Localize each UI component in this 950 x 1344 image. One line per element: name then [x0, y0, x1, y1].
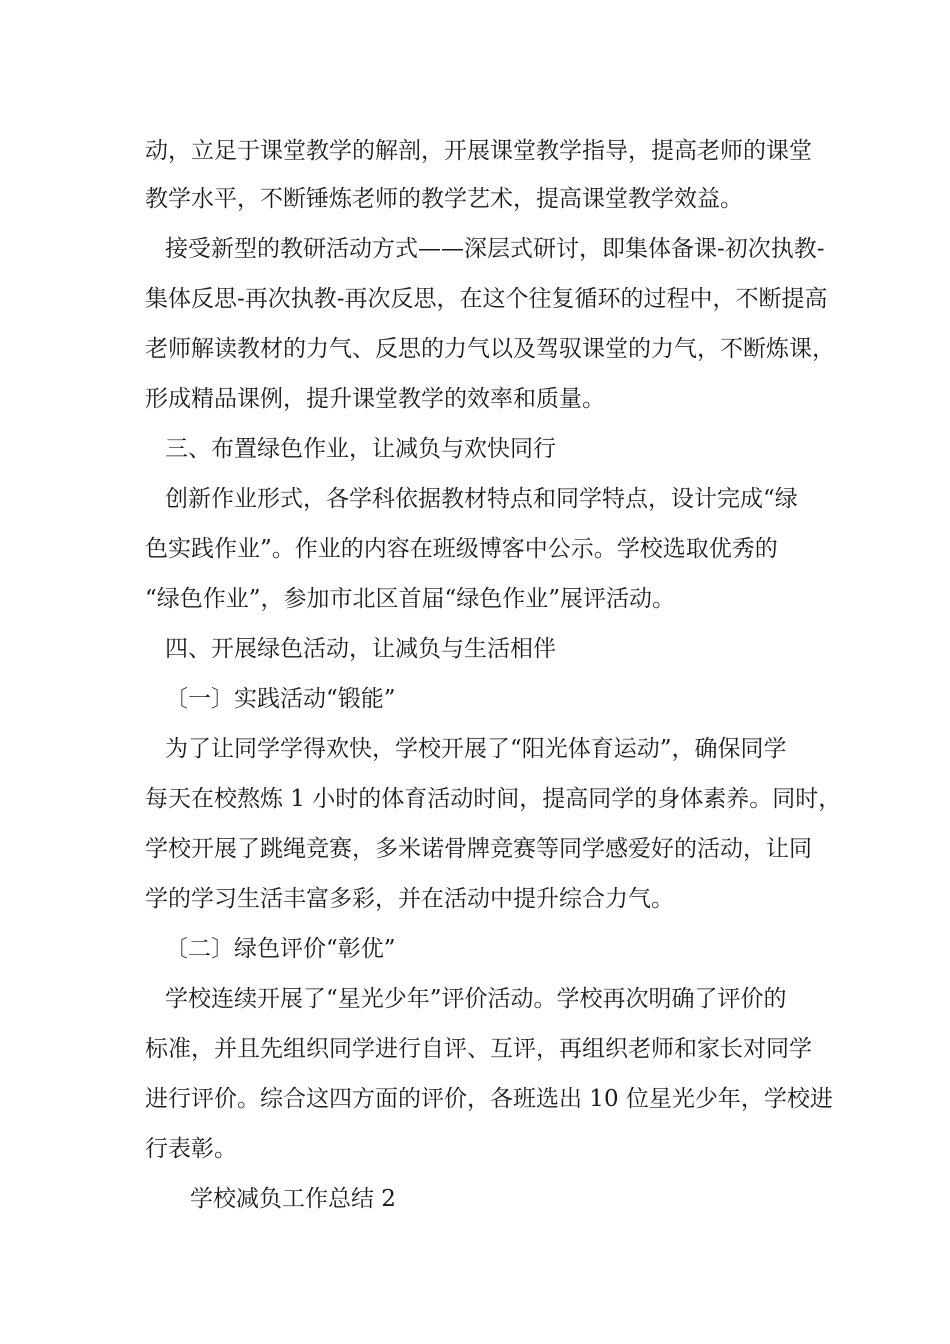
paragraph-line: 每天在校熬炼 1 小时的体育活动时间，提高同学的身体素养。同时，: [145, 786, 842, 812]
paragraph-line: 老师解读教材的力气、反思的力气以及驾驭课堂的力气，不断炼课，: [145, 336, 835, 362]
paragraph-line: 进行评价。综合这四方面的评价，各班选出 10 位星光少年，学校进: [145, 1086, 833, 1112]
subsection-heading: 〔一〕实践活动“锻能”: [165, 686, 396, 712]
paragraph-line: 行表彰。: [145, 1136, 237, 1162]
subsection-heading: 〔二〕绿色评价“彰优”: [165, 936, 396, 962]
paragraph-line: “绿色作业”，参加市北区首届“绿色作业”展评活动。: [145, 586, 676, 612]
paragraph-line: 教学水平，不断锤炼老师的教学艺术，提高课堂教学效益。: [145, 186, 743, 212]
section-heading: 四、开展绿色活动，让减负与生活相伴: [165, 636, 556, 662]
paragraph-line: 形成精品课例，提升课堂教学的效率和质量。: [145, 386, 605, 412]
paragraph-line: 接受新型的教研活动方式——深层式研讨，即集体备课-初次执教-: [165, 236, 825, 262]
document-title: 学校减负工作总结 2: [190, 1186, 396, 1212]
paragraph-line: 集体反思-再次执教-再次反思，在这个往复循环的过程中，不断提高: [145, 286, 828, 312]
paragraph-line: 色实践作业”。作业的内容在班级博客中公示。学校选取优秀的: [145, 536, 778, 562]
paragraph-line: 标准，并且先组织同学进行自评、互评，再组织老师和家长对同学: [145, 1036, 812, 1062]
section-heading: 三、布置绿色作业，让减负与欢快同行: [165, 436, 556, 462]
paragraph-line: 学校连续开展了“星光少年”评价活动。学校再次明确了评价的: [165, 986, 787, 1012]
paragraph-line: 创新作业形式，各学科依据教材特点和同学特点，设计完成“绿: [165, 486, 798, 512]
paragraph-line: 动，立足于课堂教学的解剖，开展课堂教学指导，提高老师的课堂: [145, 138, 812, 164]
paragraph-line: 为了让同学学得欢快，学校开展了“阳光体育运动”，确保同学: [165, 736, 787, 762]
paragraph-line: 学的学习生活丰富多彩，并在活动中提升综合力气。: [145, 886, 674, 912]
paragraph-line: 学校开展了跳绳竞赛，多米诺骨牌竞赛等同学感爱好的活动，让同: [145, 836, 812, 862]
